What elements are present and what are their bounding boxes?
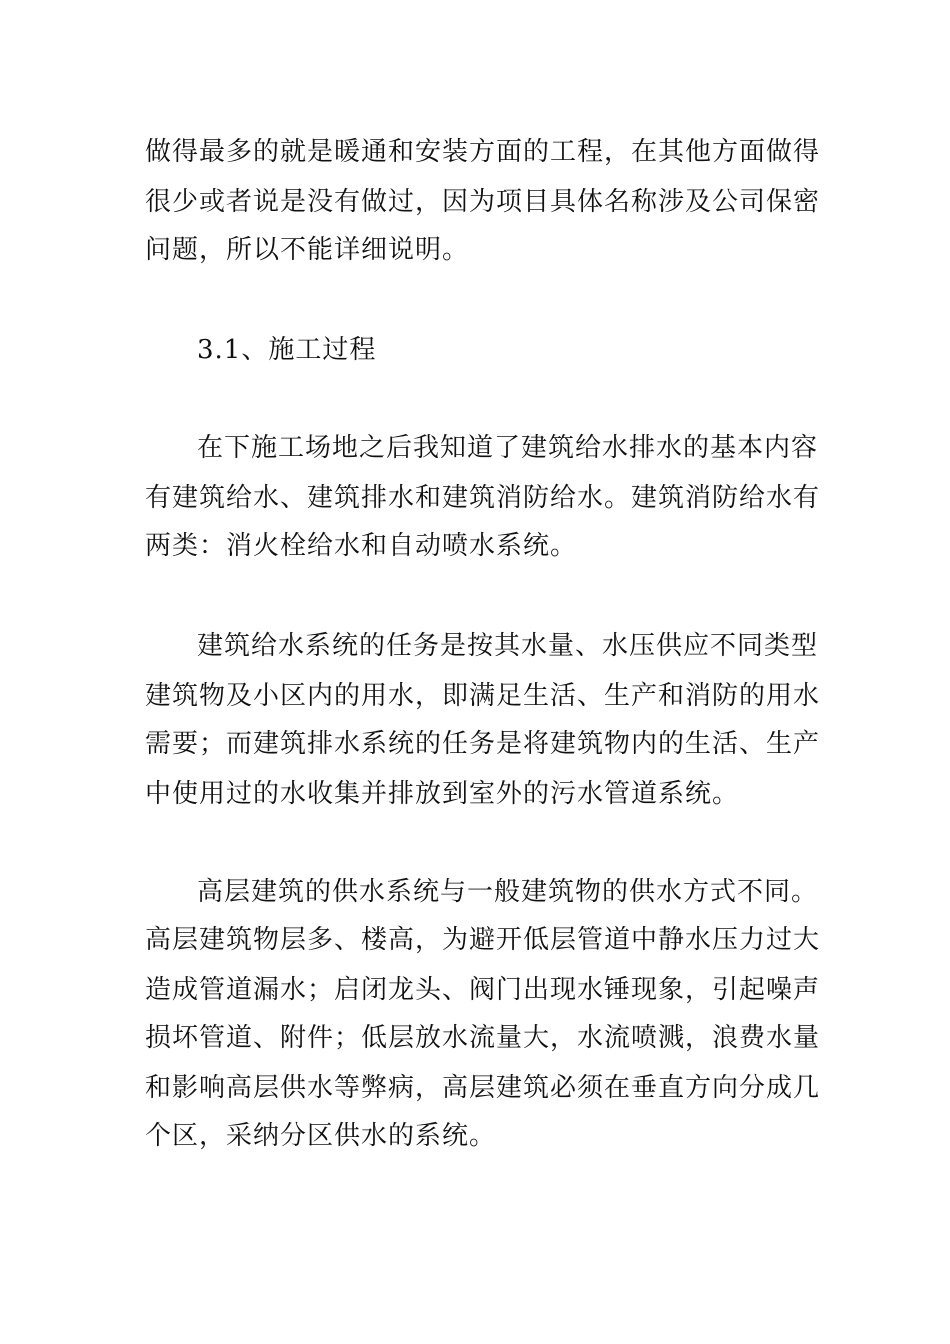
paragraph-4-line-4: 损坏管道、附件；低层放水流量大，水流喷溅，浪费水量 bbox=[145, 1023, 821, 1053]
paragraph-1-line-1: 做得最多的就是暖通和安装方面的工程，在其他方面做得 bbox=[145, 137, 821, 167]
paragraph-4-line-6: 个区，采纳分区供水的系统。 bbox=[145, 1121, 497, 1151]
paragraph-2-line-3: 两类：消火栓给水和自动喷水系统。 bbox=[145, 531, 578, 561]
paragraph-3-line-2: 建筑物及小区内的用水，即满足生活、生产和消防的用水 bbox=[145, 681, 821, 711]
paragraph-4-line-1: 高层建筑的供水系统与一般建筑物的供水方式不同。 bbox=[197, 877, 819, 907]
paragraph-3-line-1: 建筑给水系统的任务是按其水量、水压供应不同类型 bbox=[197, 631, 819, 661]
paragraph-4-line-3: 造成管道漏水；启闭龙头、阀门出现水锤现象，引起噪声 bbox=[145, 975, 821, 1005]
section-heading: 3.1、施工过程 bbox=[197, 335, 377, 365]
paragraph-4-line-2: 高层建筑物层多、楼高，为避开低层管道中静水压力过大 bbox=[145, 925, 821, 955]
paragraph-1-line-3: 问题，所以不能详细说明。 bbox=[145, 235, 470, 265]
paragraph-4-line-5: 和影响高层供水等弊病，高层建筑必须在垂直方向分成几 bbox=[145, 1073, 821, 1103]
paragraph-2-line-1: 在下施工场地之后我知道了建筑给水排水的基本内容 bbox=[197, 433, 819, 463]
paragraph-3-line-3: 需要；而建筑排水系统的任务是将建筑物内的生活、生产 bbox=[145, 729, 821, 759]
paragraph-3-line-4: 中使用过的水收集并排放到室外的污水管道系统。 bbox=[145, 779, 740, 809]
paragraph-1-line-2: 很少或者说是没有做过，因为项目具体名称涉及公司保密 bbox=[145, 187, 821, 217]
paragraph-2-line-2: 有建筑给水、建筑排水和建筑消防给水。建筑消防给水有 bbox=[145, 483, 821, 513]
